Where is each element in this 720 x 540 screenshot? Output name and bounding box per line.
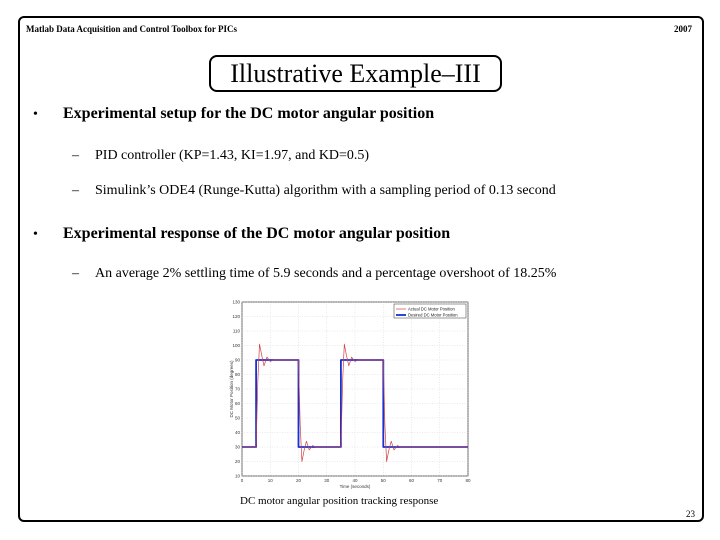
x-tick-label: 50 [380,478,386,483]
header-title: Matlab Data Acquisition and Control Toolbox for PICs [26,24,237,34]
legend-label: Desired DC Motor Position [408,312,458,318]
figure-caption: DC motor angular position tracking response [240,495,439,507]
slide-title: Illustrative Example–III [209,55,502,92]
sub-ode4: Simulink’s ODE4 (Runge-Kutta) algorithm with a sampling period of 0.13 second [95,183,556,198]
y-tick-label: 20 [234,459,240,464]
x-tick-label: 40 [352,478,358,483]
dash-marker: – [72,148,79,163]
x-tick-label: 0 [240,478,244,483]
y-tick-label: 30 [234,444,240,450]
y-tick-label: 130 [232,299,240,305]
position-chart [228,298,472,494]
legend-label: Actual DC Motor Position [408,306,455,312]
y-tick-label: 40 [234,430,240,435]
bullet-response: Experimental response of the DC motor angular position [63,225,451,242]
x-tick-label: 80 [465,478,471,483]
y-tick-label: 80 [234,372,240,377]
header-year: 2007 [674,24,692,34]
dash-marker: – [72,183,79,198]
x-tick-label: 70 [437,478,443,483]
x-tick-label: 10 [267,478,273,483]
y-tick-label: 60 [234,401,240,406]
y-tick-label: 50 [234,415,240,421]
y-tick-label: 10 [234,473,240,479]
sub-settling-time: An average 2% settling time of 5.9 seconds and a percentage overshoot of 18.25% [95,266,557,281]
bullet-setup: Experimental setup for the DC motor angular position [63,105,435,122]
x-tick-label: 60 [408,478,415,483]
bullet-marker: • [33,227,38,242]
y-tick-label: 100 [232,343,240,348]
page-number: 23 [686,509,695,519]
y-tick-label: 90 [234,357,240,363]
y-tick-label: 70 [234,386,240,392]
dash-marker: – [72,266,79,281]
y-tick-label: 110 [232,328,240,334]
y-tick-label: 120 [232,314,240,319]
x-tick-label: 30 [324,478,330,483]
sub-pid-controller: PID controller (KP=1.43, KI=1.97, and KD=0.5) [95,148,370,163]
bullet-marker: • [33,107,38,122]
x-tick-label: 20 [295,478,302,483]
x-axis-label: Time (seconds) [339,484,371,489]
chart-svg [228,298,472,494]
y-axis-label: DC Motor Position (degrees) [229,360,234,418]
